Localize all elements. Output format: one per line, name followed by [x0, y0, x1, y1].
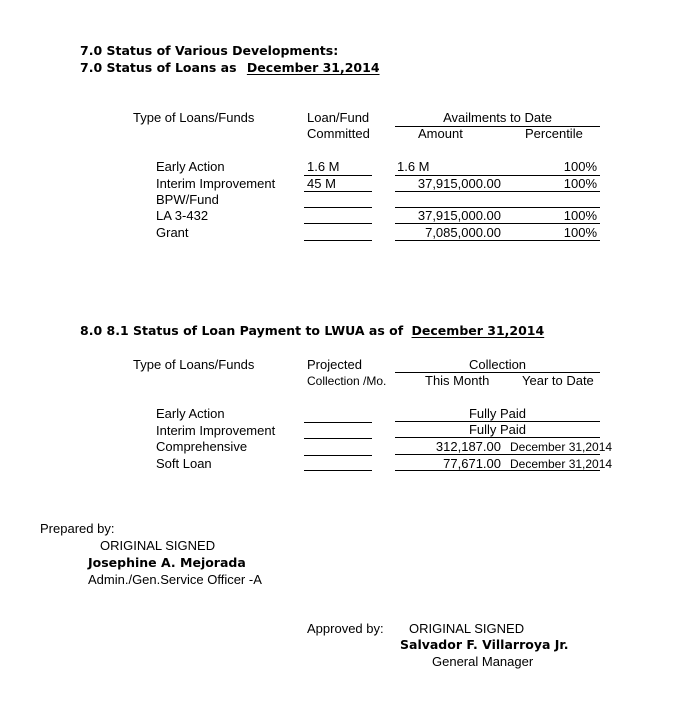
committed-rule — [304, 191, 372, 192]
col-percentile-header: Percentile — [525, 126, 583, 141]
projected-rule — [304, 455, 372, 456]
approved-name: Salvador F. Villarroya Jr. — [400, 637, 569, 652]
col-committed-header-1: Loan/Fund — [307, 110, 370, 125]
prepared-signed: ORIGINAL SIGNED — [100, 538, 216, 553]
approved-signed: ORIGINAL SIGNED — [409, 621, 525, 636]
loan-type-label: Early Action — [156, 159, 225, 174]
amount-value: 37,915,000.00 — [417, 176, 501, 191]
col-this-month-header: This Month — [425, 373, 490, 388]
col-type-header: Type of Loans/Funds — [133, 110, 255, 125]
col-collection-header: Collection — [468, 357, 527, 372]
collection-rule — [395, 454, 600, 455]
percent-value: 100% — [563, 225, 597, 240]
loan-type-label: Interim Improvement — [156, 176, 276, 191]
projected-rule — [304, 438, 372, 439]
loan-type-label: Early Action — [156, 406, 225, 421]
section-7-date: December 31,2014 — [246, 60, 380, 75]
committed-rule — [304, 207, 372, 208]
loan-type-label: Comprehensive — [156, 439, 248, 454]
projected-rule — [304, 422, 372, 423]
percent-value: 100% — [563, 159, 597, 174]
collection-rule — [395, 437, 600, 438]
col-committed-header-2: Committed — [307, 126, 370, 141]
committed-value: 1.6 M — [307, 159, 340, 174]
col-projected-header-1: Projected — [307, 357, 362, 372]
section-8-date: December 31,2014 — [411, 323, 545, 338]
percent-value: 100% — [563, 176, 597, 191]
collection-date: December 31,2014 — [510, 457, 613, 471]
col-type-header: Type of Loans/Funds — [133, 357, 255, 372]
availments-rule — [395, 240, 600, 241]
committed-value: 45 M — [307, 176, 336, 191]
section-8-title-text: 8.0 8.1 Status of Loan Payment to LWUA as of — [80, 323, 404, 338]
availments-rule — [395, 223, 600, 224]
collection-rule — [395, 470, 600, 471]
committed-rule — [304, 223, 372, 224]
loan-type-label: Grant — [156, 225, 189, 240]
committed-rule — [304, 240, 372, 241]
percent-value: 100% — [563, 208, 597, 223]
col-availments-header: Availments to Date — [443, 110, 552, 125]
approved-position: General Manager — [432, 654, 534, 669]
amount-value: 7,085,000.00 — [425, 225, 501, 240]
amount-value: 1.6 M — [397, 159, 430, 174]
prepared-by-label: Prepared by: — [40, 521, 115, 536]
collection-value: Fully Paid — [468, 406, 527, 421]
loan-type-label: BPW/Fund — [156, 192, 219, 207]
collection-date: December 31,2014 — [510, 440, 613, 454]
loan-type-label: Interim Improvement — [156, 423, 276, 438]
section-8-title — [80, 323, 544, 338]
loan-type-label: LA 3-432 — [156, 208, 209, 223]
section-7-subtitle-text: 7.0 Status of Loans as — [80, 60, 237, 75]
amount-value: 37,915,000.00 — [417, 208, 501, 223]
availments-rule — [395, 191, 600, 192]
section-7-subtitle — [80, 60, 380, 75]
loan-type-label: Soft Loan — [156, 456, 212, 471]
projected-rule — [304, 470, 372, 471]
approved-by-label: Approved by: — [307, 621, 384, 636]
col-amount-header: Amount — [418, 126, 463, 141]
prepared-position: Admin./Gen.Service Officer -A — [88, 572, 262, 587]
collection-value: 312,187.00 — [435, 439, 501, 454]
section-7-title: 7.0 Status of Various Developments: — [80, 43, 339, 58]
collection-value: Fully Paid — [468, 422, 527, 437]
col-projected-header-2: Collection /Mo. — [307, 374, 387, 388]
prepared-name: Josephine A. Mejorada — [88, 555, 246, 570]
col-ytd-header: Year to Date — [522, 373, 594, 388]
collection-value: 77,671.00 — [443, 456, 501, 471]
